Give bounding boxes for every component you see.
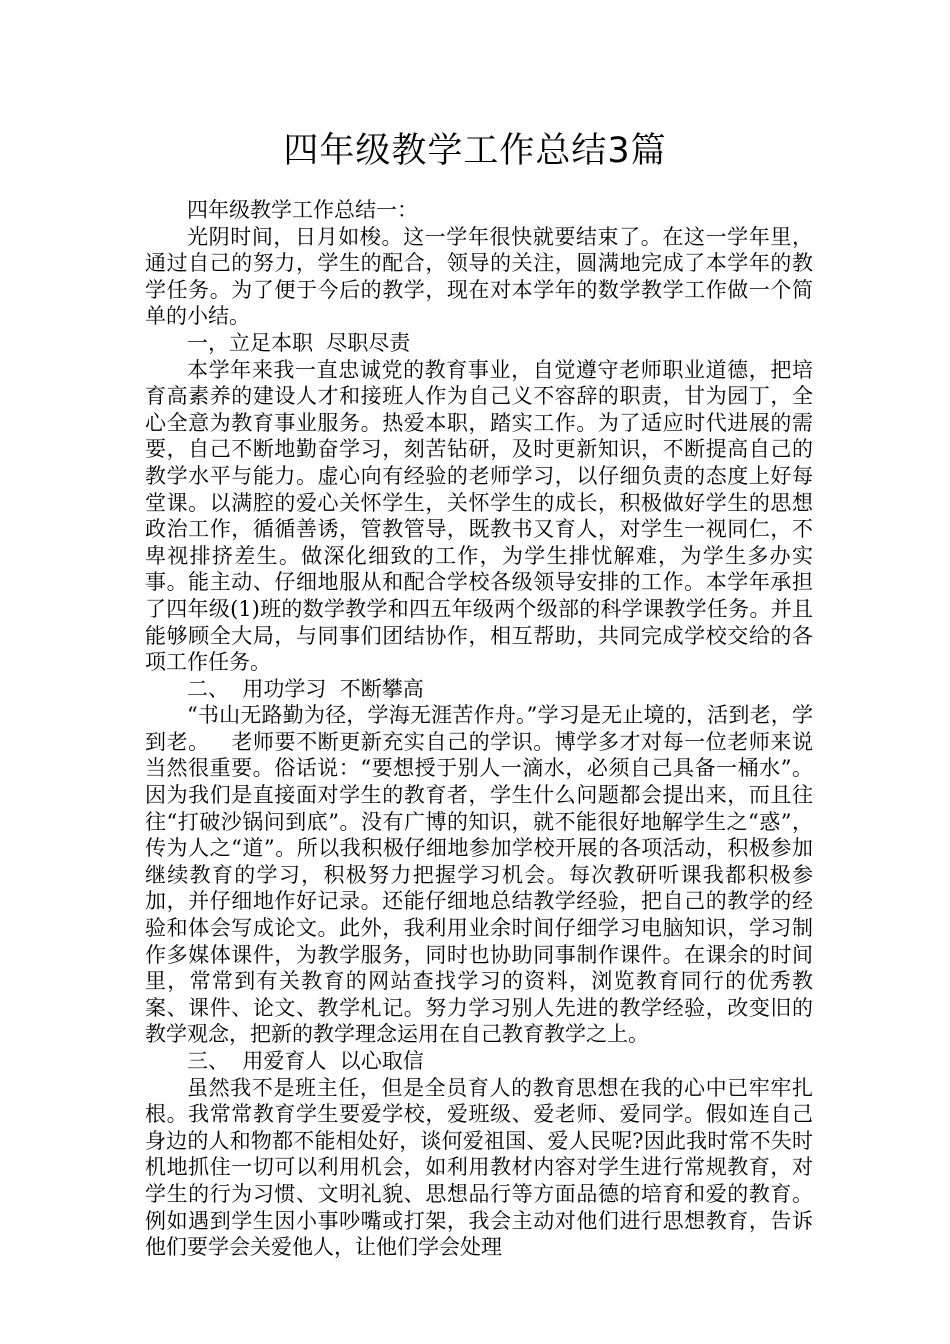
document-title: 四年级教学工作总结3篇 [283,131,667,171]
paragraph-2: “书山无路勤为径，学海无涯苦作舟。”学习是无止境的，活到老，学到老。 老师要不断更新充实自己的学识。博学多才对每一位老师来说当然很重要。俗话说：“要想授于别人一滴水，必须自己具备一桶水”。因为我们是直接面对学生的教育者，学生什么问题都会提出来，而且往往“打破沙锅问到底”。没有广博的知识，就不能很好地解学生之“惑”，传为人之“道”。所以我积极仔细地参加学校开展的各项活动，积极参加继续教育的学习，积极努力把握学习机会。每次教研听课我都积极参加，并仔细地作好记录。还能仔细地总结教学经验，把自己的教学的经验和体会写成论文。此外，我利用业余时间仔细学习电脑知识，学习制作多媒体课件，为教学服务，同时也协助同事制作课件。在课余的时间里，常常到有关教育的网站查找学习的资料，浏览教育同行的优秀教案、课件、论文、教学札记。努力学习别人先进的教学经验，改变旧的教学观念，把新的教学理念运用在自己教育教学之上。 [145,703,813,1047]
section-heading-2: 二、 用功学习 不断攀高 [187,676,424,701]
section-heading-intro: 四年级教学工作总结一： [187,198,418,222]
paragraph-intro: 光阴时间，日月如梭。这一学年很快就要结束了。在这一学年里，通过自己的努力，学生的配合，领导的关注，圆满地完成了本学年的教学任务。为了便于今后的教学，现在对本学年的数学教学工作做一个简单的小结。 [145,224,813,329]
section-heading-3: 三、 用爱育人 以心取信 [187,1049,424,1073]
section-heading-1: 一，立足本职 尽职尽责 [187,330,411,355]
paragraph-3: 虽然我不是班主任，但是全员育人的教育思想在我的心中已牢牢扎根。我常常教育学生要爱学校，爱班级、爱老师、爱同学。假如连自己身边的人和物都不能相处好，谈何爱祖国、爱人民呢?因此我时常不失时机地抓住一切可以利用机会，如利用教材内容对学生进行常规教育，对学生的行为习惯、文明礼貌、思想品行等方面品德的培育和爱的教育。例如遇到学生因小事吵嘴或打架，我会主动对他们进行思想教育，告诉他们要学会关爱他人，让他们学会处理 [145,1075,813,1260]
paragraph-1: 本学年来我一直忠诚党的教育事业，自觉遵守老师职业道德，把培育高素养的建设人才和接班人作为自己义不容辞的职责，甘为园丁，全心全意为教育事业服务。热爱本职，踏实工作。为了适应时代进展的需要，自己不断地勤奋学习，刻苦钻研，及时更新知识，不断提高自己的教学水平与能力。虚心向有经验的老师学习，以仔细负责的态度上好每堂课。以满腔的爱心关怀学生，关怀学生的成长，积极做好学生的思想政治工作，循循善诱，管教管导，既教书又育人，对学生一视同仁，不卑视排挤差生。做深化细致的工作，为学生排忧解难，为学生多办实事。能主动、仔细地服从和配合学校各级领导安排的工作。本学年承担了四年级(1)班的数学教学和四五年级两个级部的科学课教学任务。并且能够顾全大局，与同事们团结协作，相互帮助，共同完成学校交给的各项工作任务。 [145,357,813,675]
document-body [145,197,813,1261]
